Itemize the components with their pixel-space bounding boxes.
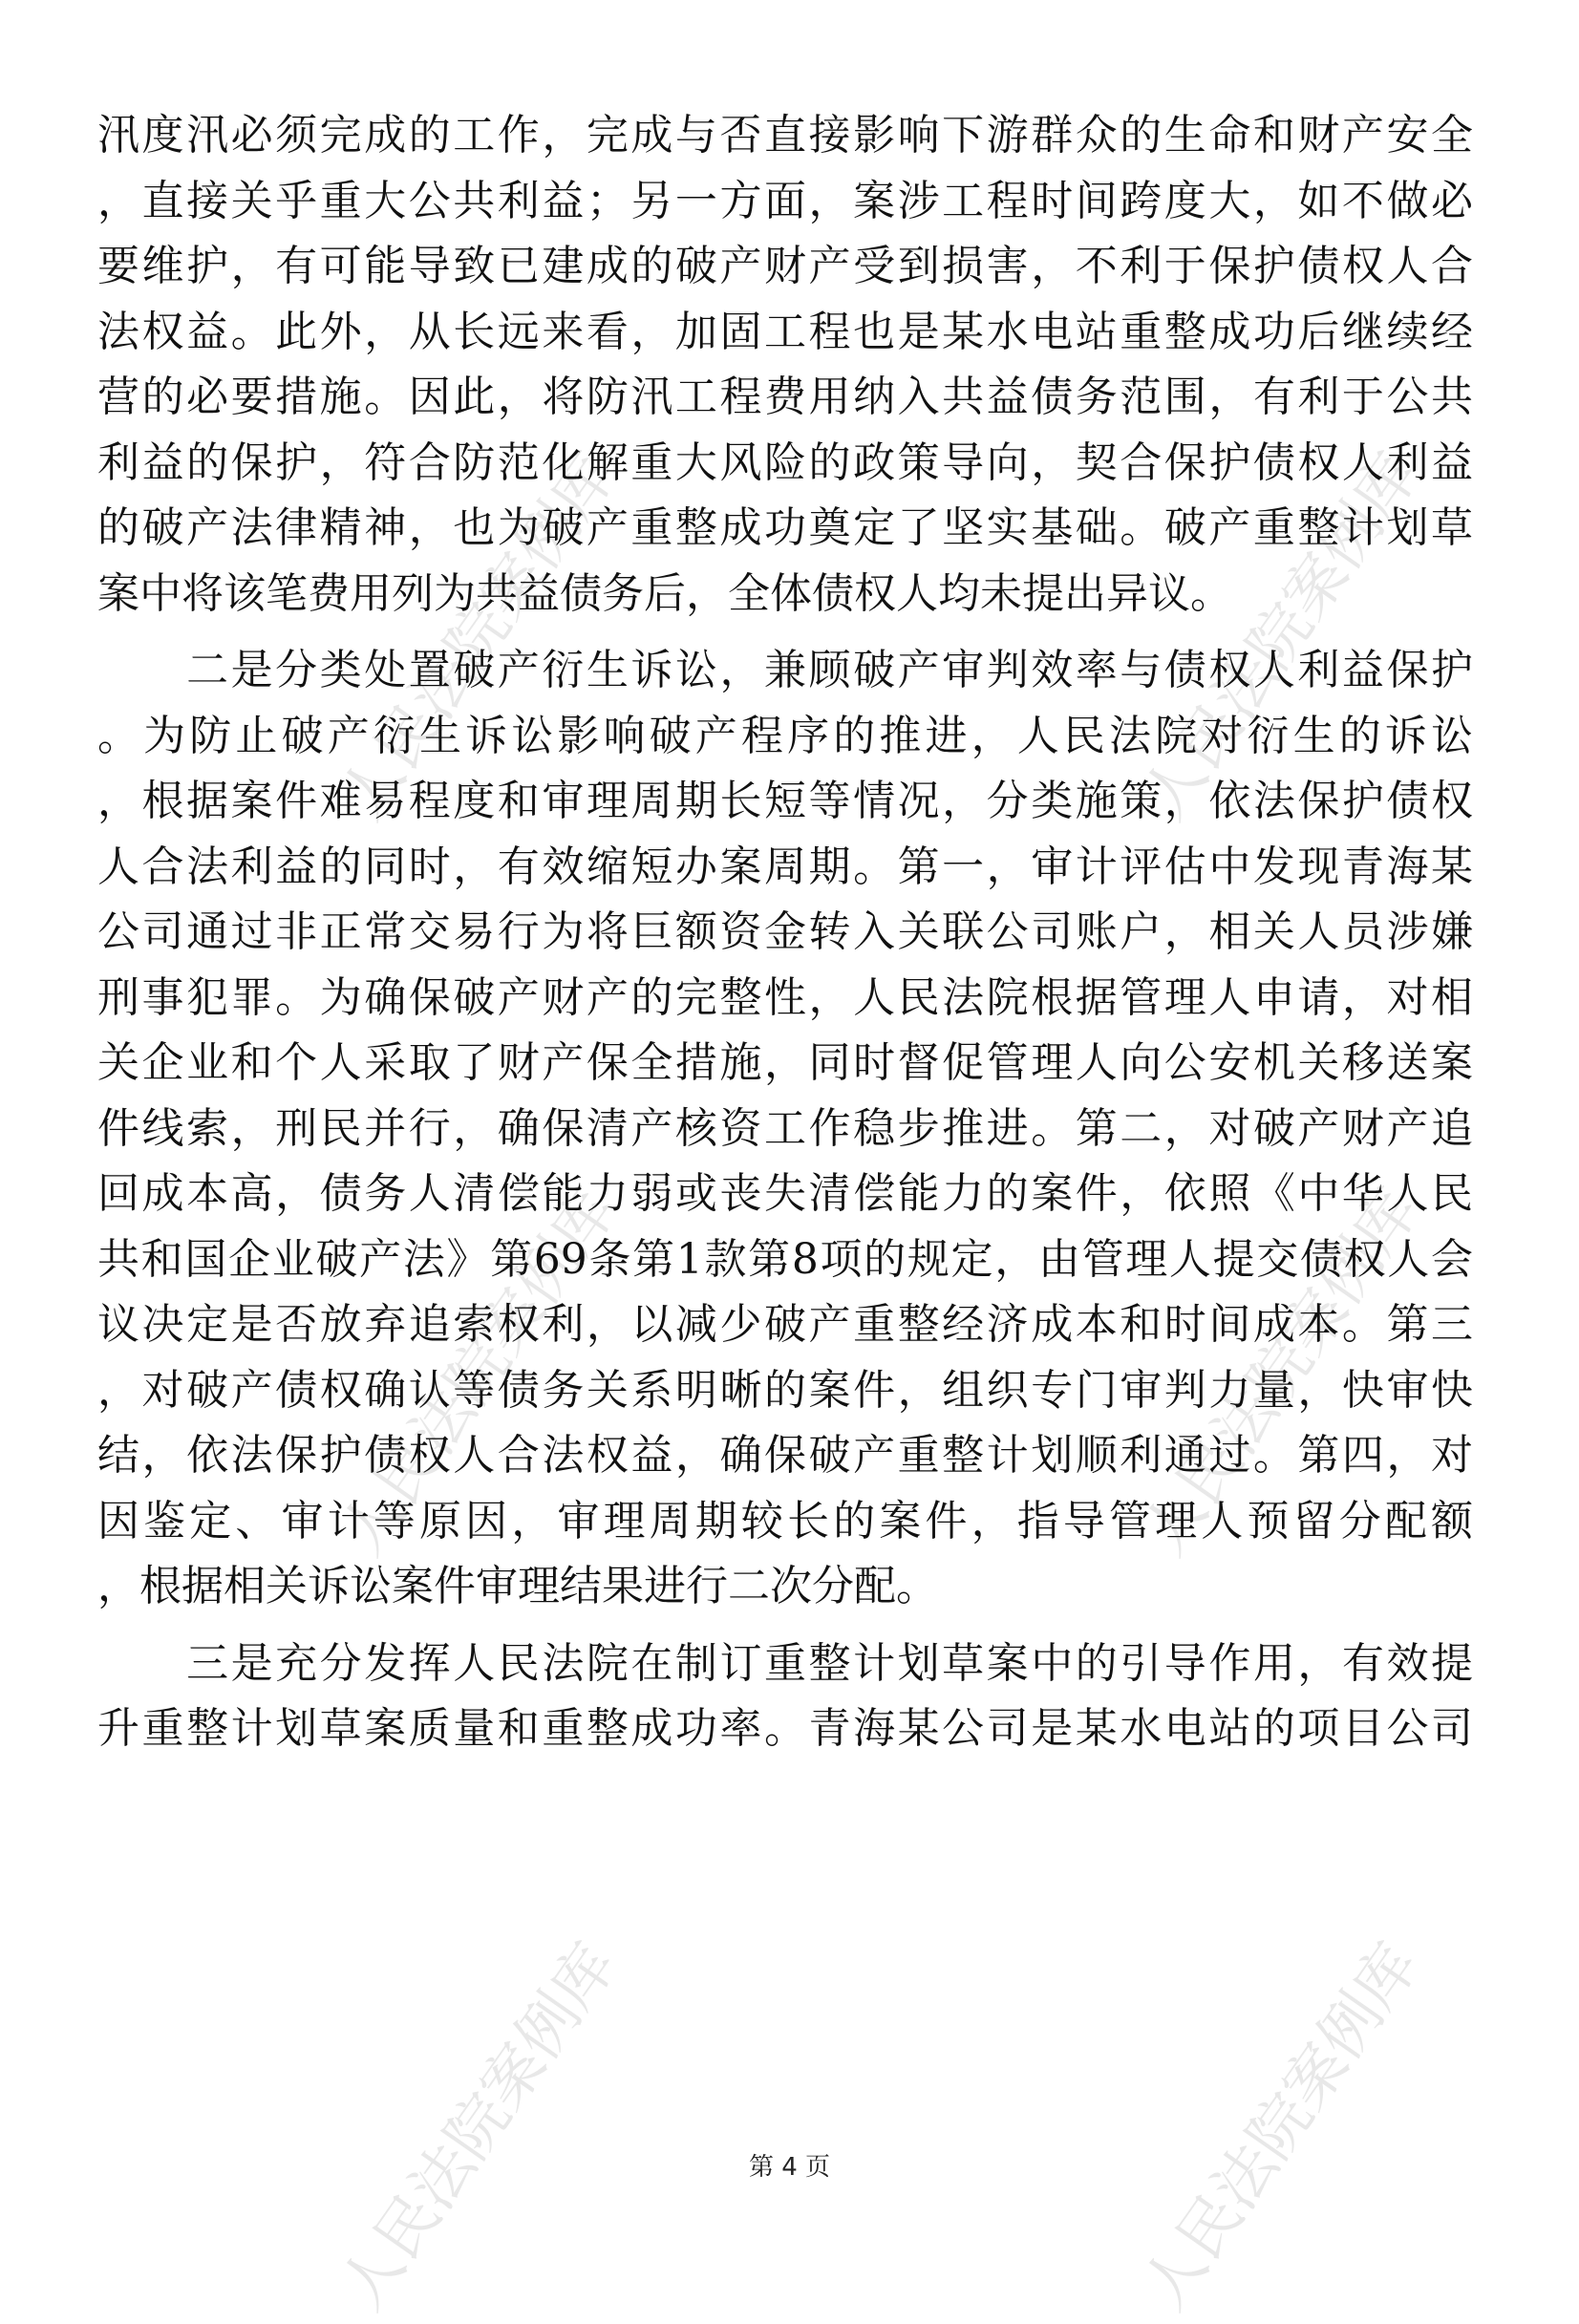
text-line: 共和国企业破产法》第69条第1款第8项的规定，由管理人提交债权人会 bbox=[97, 1234, 1473, 1284]
text-line: 因鉴定、审计等原因，审理周期较长的案件，指导管理人预留分配额 bbox=[97, 1496, 1473, 1546]
text-line: ，直接关乎重大公共利益；另一方面，案涉工程时间跨度大，如不做必 bbox=[97, 176, 1473, 225]
text-line: 案中将该笔费用列为共益债务后，全体债权人均未提出异议。 bbox=[97, 568, 1232, 618]
watermark: 人民法院案例库 bbox=[1129, 1930, 1433, 2323]
text-line: 法权益。此外，从长远来看，加固工程也是某水电站重整成功后继续经 bbox=[97, 307, 1473, 356]
text-line: ，根据相关诉讼案件审理结果进行二次分配。 bbox=[97, 1562, 938, 1610]
text-line: 要维护，有可能导致已建成的破产财产受到损害，不利于保护债权人合 bbox=[97, 242, 1473, 290]
watermark: 人民法院案例库 bbox=[1129, 440, 1433, 833]
text-line: 关企业和个人采取了财产保全措施，同时督促管理人向公安机关移送案 bbox=[97, 1038, 1473, 1087]
text-line: 回成本高，债务人清偿能力弱或丧失清偿能力的案件，依照《中华人民 bbox=[97, 1169, 1473, 1218]
text-line: 刑事犯罪。为确保破产财产的完整性，人民法院根据管理人申请，对相 bbox=[97, 972, 1473, 1022]
text-line: 公司通过非正常交易行为将巨额资金转入关联公司账户，相关人员涉嫌 bbox=[97, 907, 1473, 956]
text-line: ，根据案件难易程度和审理周期长短等情况，分类施策，依法保护债权 bbox=[97, 777, 1473, 825]
text-line: 汛度汛必须完成的工作，完成与否直接影响下游群众的生命和财产安全 bbox=[97, 111, 1473, 160]
watermark: 人民法院案例库 bbox=[327, 1176, 630, 1568]
text-line: 结，依法保护债权人合法权益，确保破产重整计划顺利通过。第四，对 bbox=[97, 1431, 1473, 1480]
watermark: 人民法院案例库 bbox=[1129, 1176, 1433, 1568]
text-line: 二是分类处置破产衍生诉讼，兼顾破产审判效率与债权人利益保护 bbox=[97, 646, 1473, 694]
body-text bbox=[97, 103, 1473, 1762]
text-line: 的破产法律精神，也为破产重整成功奠定了坚实基础。破产重整计划草 bbox=[97, 503, 1473, 552]
text-line: 利益的保护，符合防范化解重大风险的政策导向，契合保护债权人利益 bbox=[97, 437, 1473, 487]
text-line: 。为防止破产衍生诉讼影响破产程序的推进，人民法院对衍生的诉讼 bbox=[97, 711, 1473, 760]
text-line: 营的必要措施。因此，将防汛工程费用纳入共益债务范围，有利于公共 bbox=[97, 373, 1473, 421]
text-line: ，对破产债权确认等债务关系明晰的案件，组织专门审判力量，快审快 bbox=[97, 1365, 1473, 1415]
watermark: 人民法院案例库 bbox=[327, 440, 630, 833]
text-line: 三是充分发挥人民法院在制订重整计划草案中的引导作用，有效提 bbox=[97, 1638, 1473, 1688]
text-line: 议决定是否放弃追索权利，以减少破产重整经济成本和时间成本。第三 bbox=[97, 1300, 1473, 1349]
text-line: 升重整计划草案质量和重整成功率。青海某公司是某水电站的项目公司 bbox=[97, 1704, 1473, 1753]
text-line: 人合法利益的同时，有效缩短办案周期。第一，审计评估中发现青海某 bbox=[97, 842, 1473, 891]
watermark: 人民法院案例库 bbox=[327, 1930, 630, 2323]
page-number: 第 4 页 bbox=[748, 2153, 831, 2182]
text-line: 件线索，刑民并行，确保清产核资工作稳步推进。第二，对破产财产追 bbox=[97, 1103, 1473, 1153]
